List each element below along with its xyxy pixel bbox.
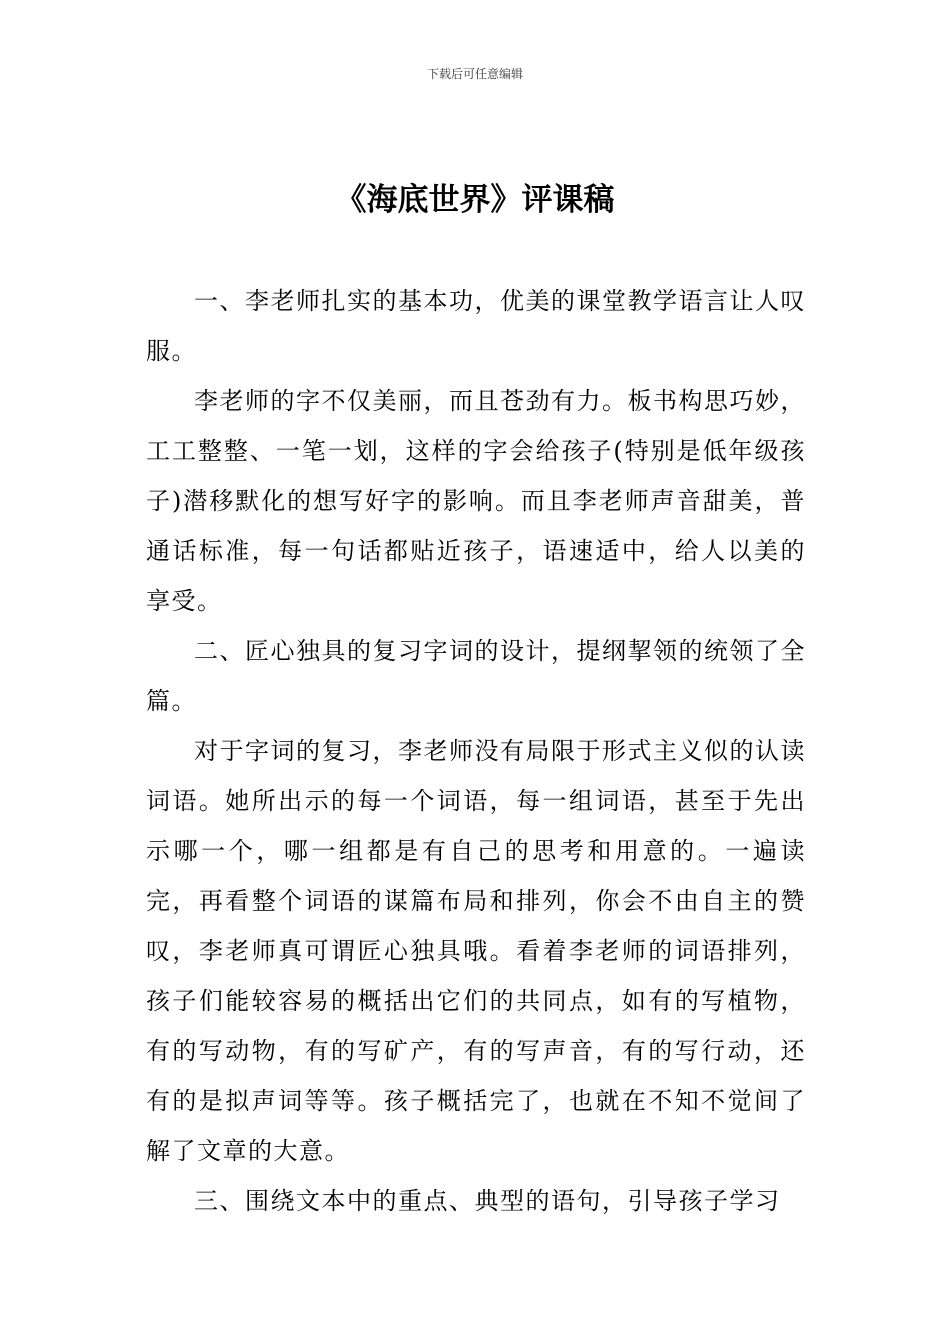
paragraph-3: 二、匠心独具的复习字词的设计，提纲挈领的统领了全篇。 [146,637,806,715]
header-note: 下载后可任意编辑 [426,67,523,81]
document-body [146,276,806,1226]
paragraph-4: 对于字词的复习，李老师没有局限于形式主义似的认读词语。她所出示的每一个词语，每一组词语，甚至于先出示哪一个，哪一组都是有自己的思考和用意的。一遍读完，再看整个词语的谋篇布局和排列，你会不由自主的赞叹，李老师真可谓匠心独具哦。看着李老师的词语排列，孩子们能较容易的概括出它们的共同点，如有的写植物，有的写动物，有的写矿产，有的写声音，有的写行动，还有的是拟声词等等。孩子概括完了，也就在不知不觉间了解了文章的大意。 [146,737,806,1165]
paragraph-1: 一、李老师扎实的基本功，优美的课堂教学语言让人叹服。 [146,287,806,365]
document-title: 《海底世界》评课稿 [335,182,615,218]
paragraph-5: 三、围绕文本中的重点、典型的语句，引导孩子学习 [194,1187,781,1215]
paragraph-2: 李老师的字不仅美丽，而且苍劲有力。板书构思巧妙，工工整整、一笔一划，这样的字会给孩子(特别是低年级孩子)潜移默化的想写好字的影响。而且李老师声音甜美，普通话标准，每一句话都贴近孩子，语速适中，给人以美的享受。 [146,387,806,615]
